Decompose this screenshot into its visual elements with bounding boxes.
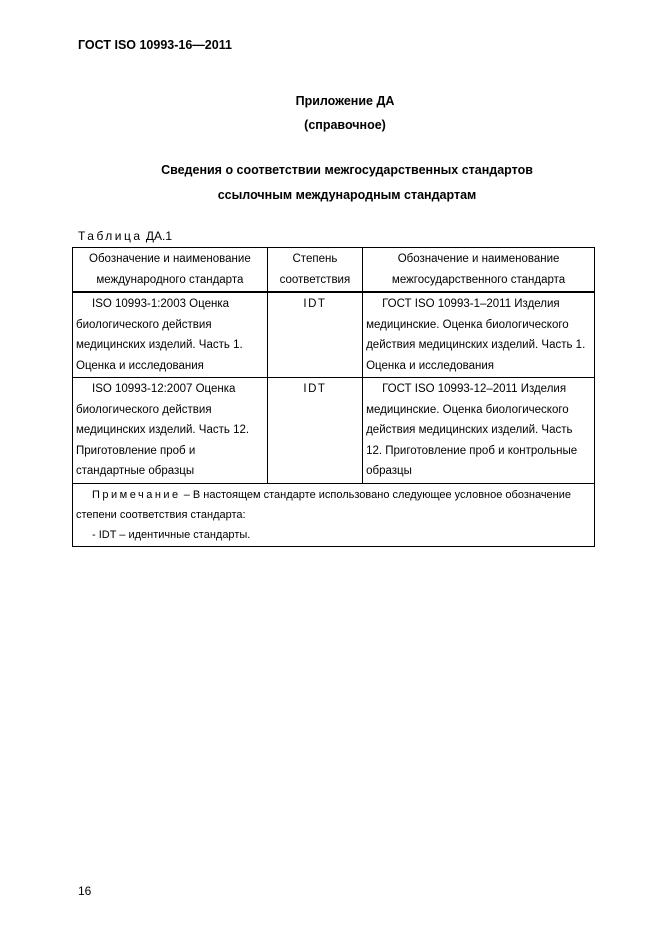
header-interstate-standard: Обозначение и наименование межгосударственного стандарта — [363, 248, 595, 293]
cell-degree: IDT — [267, 378, 362, 484]
header-international-standard: Обозначение и наименование международного стандарта — [73, 248, 268, 293]
annex-title: Приложение ДА — [295, 94, 395, 108]
standards-correspondence-table — [72, 247, 595, 547]
table-header-row — [73, 248, 595, 293]
cell-interstate-standard: ГОСТ ISO 10993-12–2011 Изделия медицинские. Оценка биологического действия медицинских изделий. Часть 12. Приготовление проб и контрольные образцы — [363, 378, 595, 484]
header-degree-of-correspondence: Степень соответствия — [267, 248, 362, 293]
table-caption-number: ДА.1 — [142, 229, 173, 243]
note-text: – В настоящем стандарте использовано следующее условное обозначение степени соответствия стандарта: — [76, 488, 572, 521]
section-heading-line2: ссылочным международным стандартам — [217, 188, 477, 202]
document-header: ГОСТ ISO 10993-16—2011 — [78, 38, 232, 52]
table-note — [73, 483, 595, 546]
note-label: Примечание — [92, 488, 181, 501]
cell-degree: IDT — [267, 292, 362, 378]
table-note-row — [73, 483, 595, 546]
note-paragraph — [76, 485, 591, 525]
table-row — [73, 378, 595, 484]
annex-subtitle: (справочное) — [304, 118, 386, 132]
table-caption — [78, 229, 172, 243]
table-caption-label: Таблица — [78, 229, 143, 243]
cell-interstate-standard: ГОСТ ISO 10993-1–2011 Изделия медицинские. Оценка биологического действия медицинских изделий. Часть 1. Оценка и исследования — [363, 292, 595, 378]
cell-international-standard: ISO 10993-12:2007 Оценка биологического действия медицинских изделий. Часть 12. Приготовление проб и стандартные образцы — [73, 378, 268, 484]
note-item: - IDT – идентичные стандарты. — [92, 528, 251, 541]
cell-international-standard: ISO 10993-1:2003 Оценка биологического действия медицинских изделий. Часть 1. Оценка и исследования — [73, 292, 268, 378]
page-number: 16 — [78, 884, 92, 898]
section-heading-line1: Сведения о соответствии межгосударственных стандартов — [161, 163, 533, 177]
table-row — [73, 292, 595, 378]
